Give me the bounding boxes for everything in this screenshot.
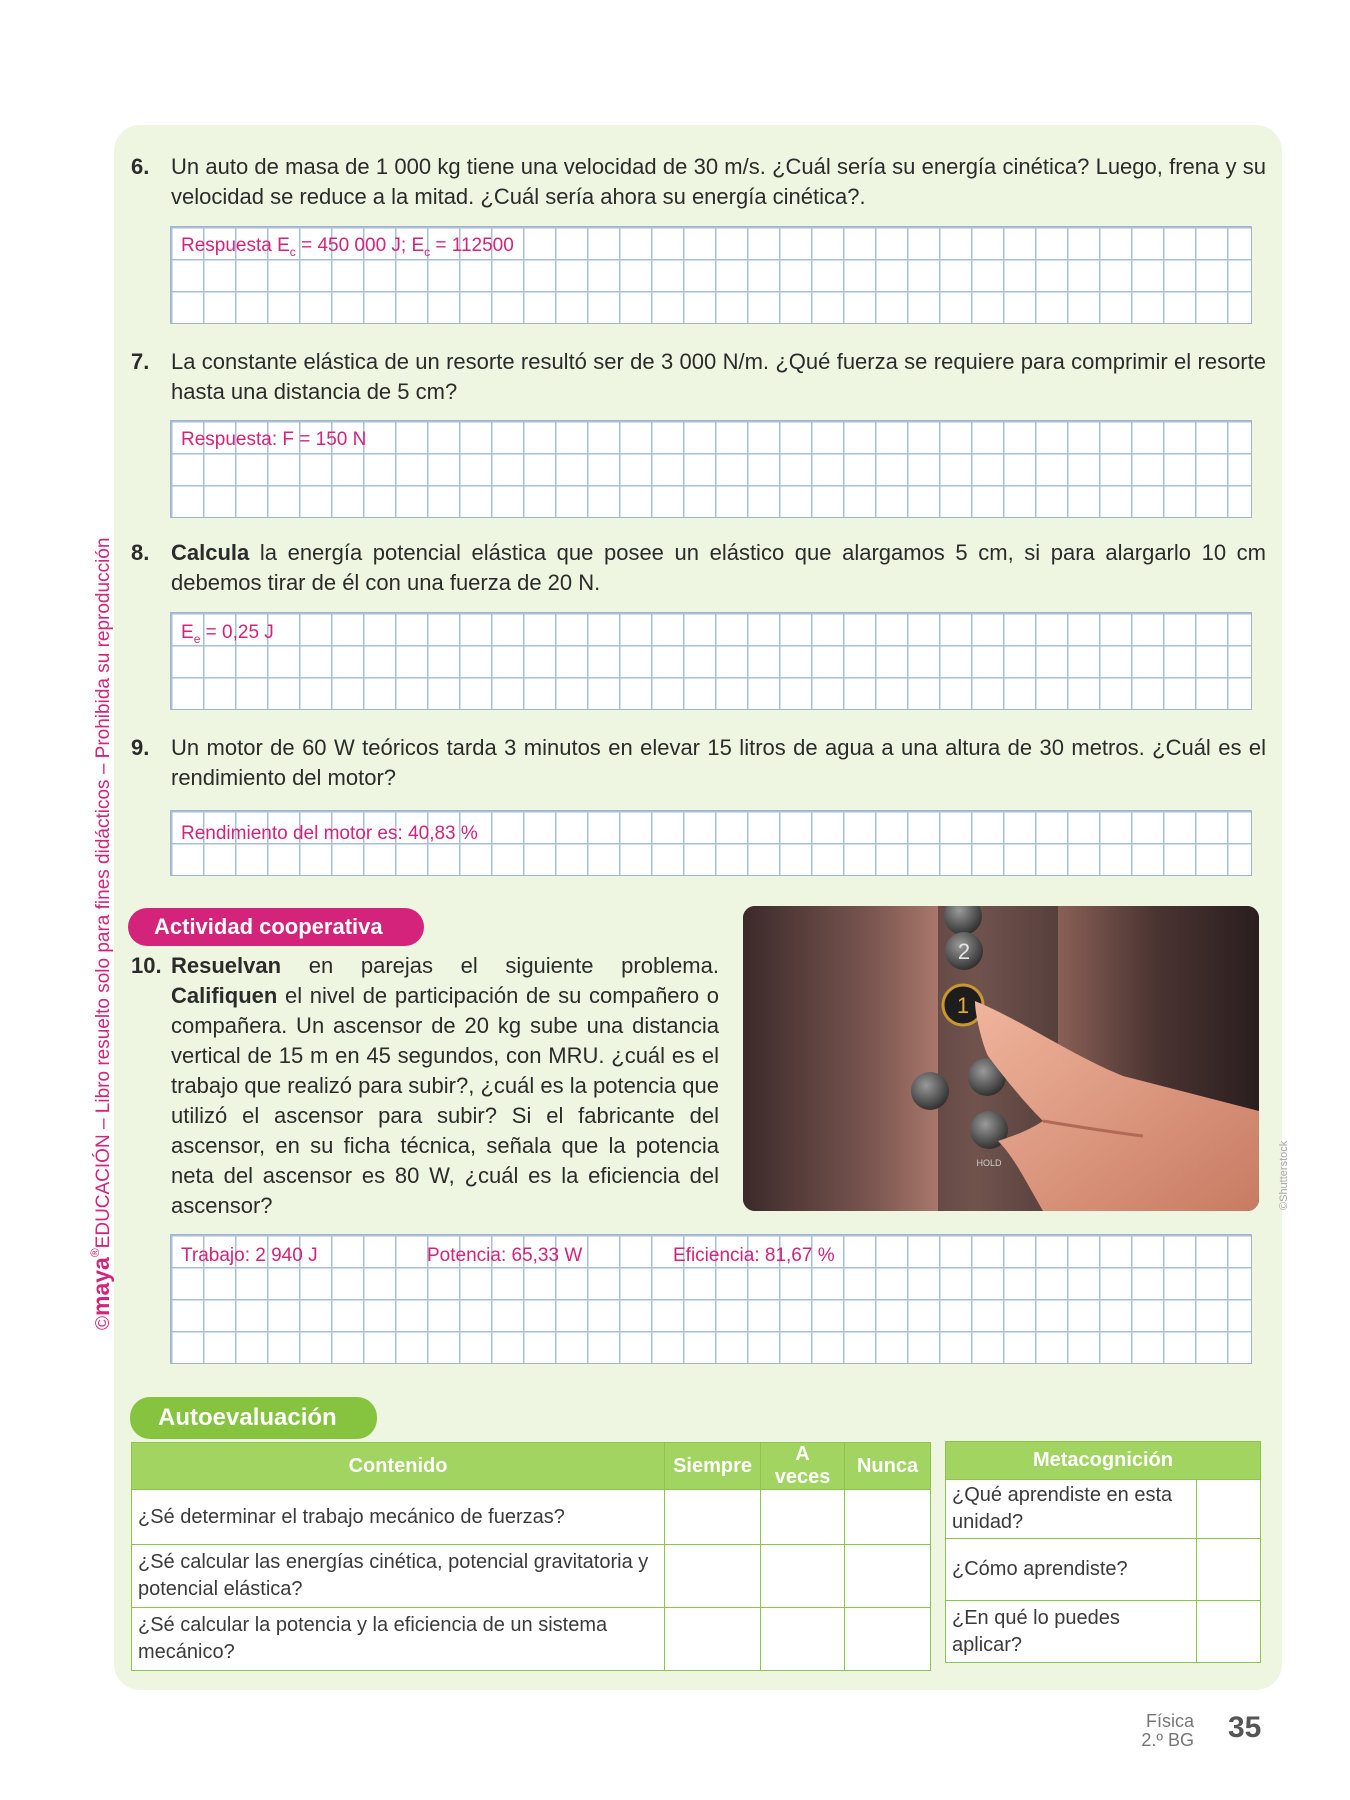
cell-nunca[interactable] (845, 1608, 931, 1671)
answer-grid-8[interactable] (170, 612, 1252, 710)
question-number: 9. (131, 735, 150, 760)
question-number: 6. (131, 154, 150, 179)
question-8 (131, 538, 1266, 598)
cell-siempre[interactable] (665, 1608, 761, 1671)
autoevaluacion-title: Autoevaluación (130, 1397, 377, 1439)
elevator-panel-image (743, 906, 1259, 1211)
question-10 (131, 951, 719, 1221)
footer-subject: Física 2.º BG (1141, 1711, 1194, 1750)
elevator-photo (743, 906, 1259, 1211)
question-number: 7. (131, 349, 150, 374)
table-row (946, 1539, 1261, 1601)
question-text: Un motor de 60 W teóricos tarda 3 minutos en elevar 15 litros de agua a una altura de 30 metros. ¿Cuál es el rendimiento del motor? (171, 735, 1266, 790)
answer-potencia: Potencia: 65,33 W (427, 1245, 583, 1266)
cell-siempre[interactable] (665, 1545, 761, 1608)
table-row (132, 1490, 931, 1545)
question-text: Un auto de masa de 1 000 kg tiene una velocidad de 30 m/s. ¿Cuál sería su energía cinética? Luego, frena y su velocidad se reduce a la mitad. ¿Cuál sería ahora su energía cinética?. (171, 154, 1266, 209)
svg-text:2: 2 (957, 939, 971, 964)
cell-a-veces[interactable] (761, 1608, 845, 1671)
question-7 (131, 347, 1266, 407)
page-number: 35 (1228, 1711, 1262, 1744)
header-nunca: Nunca (845, 1443, 931, 1490)
cell-a-veces[interactable] (761, 1545, 845, 1608)
table-row (132, 1608, 931, 1671)
answer-6: Respuesta $E_c = 450$ 000 J; $E_c = 112500$ (181, 235, 514, 259)
question-number: 10. (131, 953, 162, 978)
header-a-veces: A veces (761, 1443, 845, 1490)
answer-8: $E_e = 0,25$ J (181, 622, 274, 646)
meta-question: ¿En qué lo puedes aplicar? (946, 1601, 1197, 1663)
question-text: La constante elástica de un resorte resultó ser de 3 000 N/m. ¿Qué fuerza se requiere para comprimir el resorte hasta una distancia de 5 cm? (171, 349, 1266, 404)
answer-9: Rendimiento del motor es: 40,83 % (181, 823, 478, 844)
meta-answer-cell[interactable] (1197, 1480, 1261, 1539)
table-row (946, 1601, 1261, 1663)
meta-question: ¿Cómo aprendiste? (946, 1539, 1197, 1601)
photo-credit: ©Shutterstock (1278, 1140, 1290, 1210)
question-number: 8. (131, 540, 150, 565)
answer-eficiencia: Eficiencia: 81,67 % (673, 1245, 835, 1266)
question-text: Resuelvan en parejas el siguiente problema. Califiquen el nivel de participación de su compañero o compañera. Un ascensor de 20 kg sube una distancia vertical de 15 m en 45 segundos, con MRU. ¿cuál es el trabajo que realizó para subir?, ¿cuál es la potencia que utilizó el ascensor para subir? Si el fabricante del ascensor, en su ficha técnica, señala que la potencia neta del ascensor es 80 W, ¿cuál es la eficiencia del ascensor? (171, 953, 719, 1218)
cell-nunca[interactable] (845, 1490, 931, 1545)
header-siempre: Siempre (665, 1443, 761, 1490)
row-contenido: ¿Sé calcular las energías cinética, potencial gravitatoria y potencial elástica? (132, 1545, 665, 1608)
row-contenido: ¿Sé determinar el trabajo mecánico de fuerzas? (132, 1490, 665, 1545)
table-row (946, 1480, 1261, 1539)
meta-answer-cell[interactable] (1197, 1539, 1261, 1601)
svg-text:1: 1 (956, 993, 970, 1018)
question-9 (131, 733, 1266, 793)
meta-answer-cell[interactable] (1197, 1601, 1261, 1663)
header-contenido: Contenido (132, 1443, 665, 1490)
answer-7: Respuesta: F = 150 N (181, 429, 367, 450)
autoevaluacion-table (131, 1442, 931, 1671)
svg-text:HOLD: HOLD (976, 1158, 1002, 1168)
actividad-cooperativa-badge: Actividad cooperativa (128, 908, 424, 946)
row-contenido: ¿Sé calcular la potencia y la eficiencia de un sistema mecánico? (132, 1608, 665, 1671)
metacognicion-table (945, 1441, 1261, 1663)
meta-question: ¿Qué aprendiste en esta unidad? (946, 1480, 1197, 1539)
cell-nunca[interactable] (845, 1545, 931, 1608)
sidebar-copyright: ©maya®EDUCACIÓN – Libro resuelto solo para fines didácticos – Prohibida su reproducción (88, 537, 114, 1330)
cell-a-veces[interactable] (761, 1490, 845, 1545)
table-row (132, 1545, 931, 1608)
answer-trabajo: Trabajo: 2 940 J (181, 1245, 318, 1266)
header-metacognicion: Metacognición (946, 1442, 1261, 1480)
question-text: Calcula la energía potencial elástica que posee un elástico que alargamos 5 cm, si para alargarlo 10 cm debemos tirar de él con una fuerza de 20 N. (171, 540, 1266, 595)
brand-logo: maya (88, 1257, 114, 1316)
cell-siempre[interactable] (665, 1490, 761, 1545)
question-6 (131, 152, 1266, 212)
